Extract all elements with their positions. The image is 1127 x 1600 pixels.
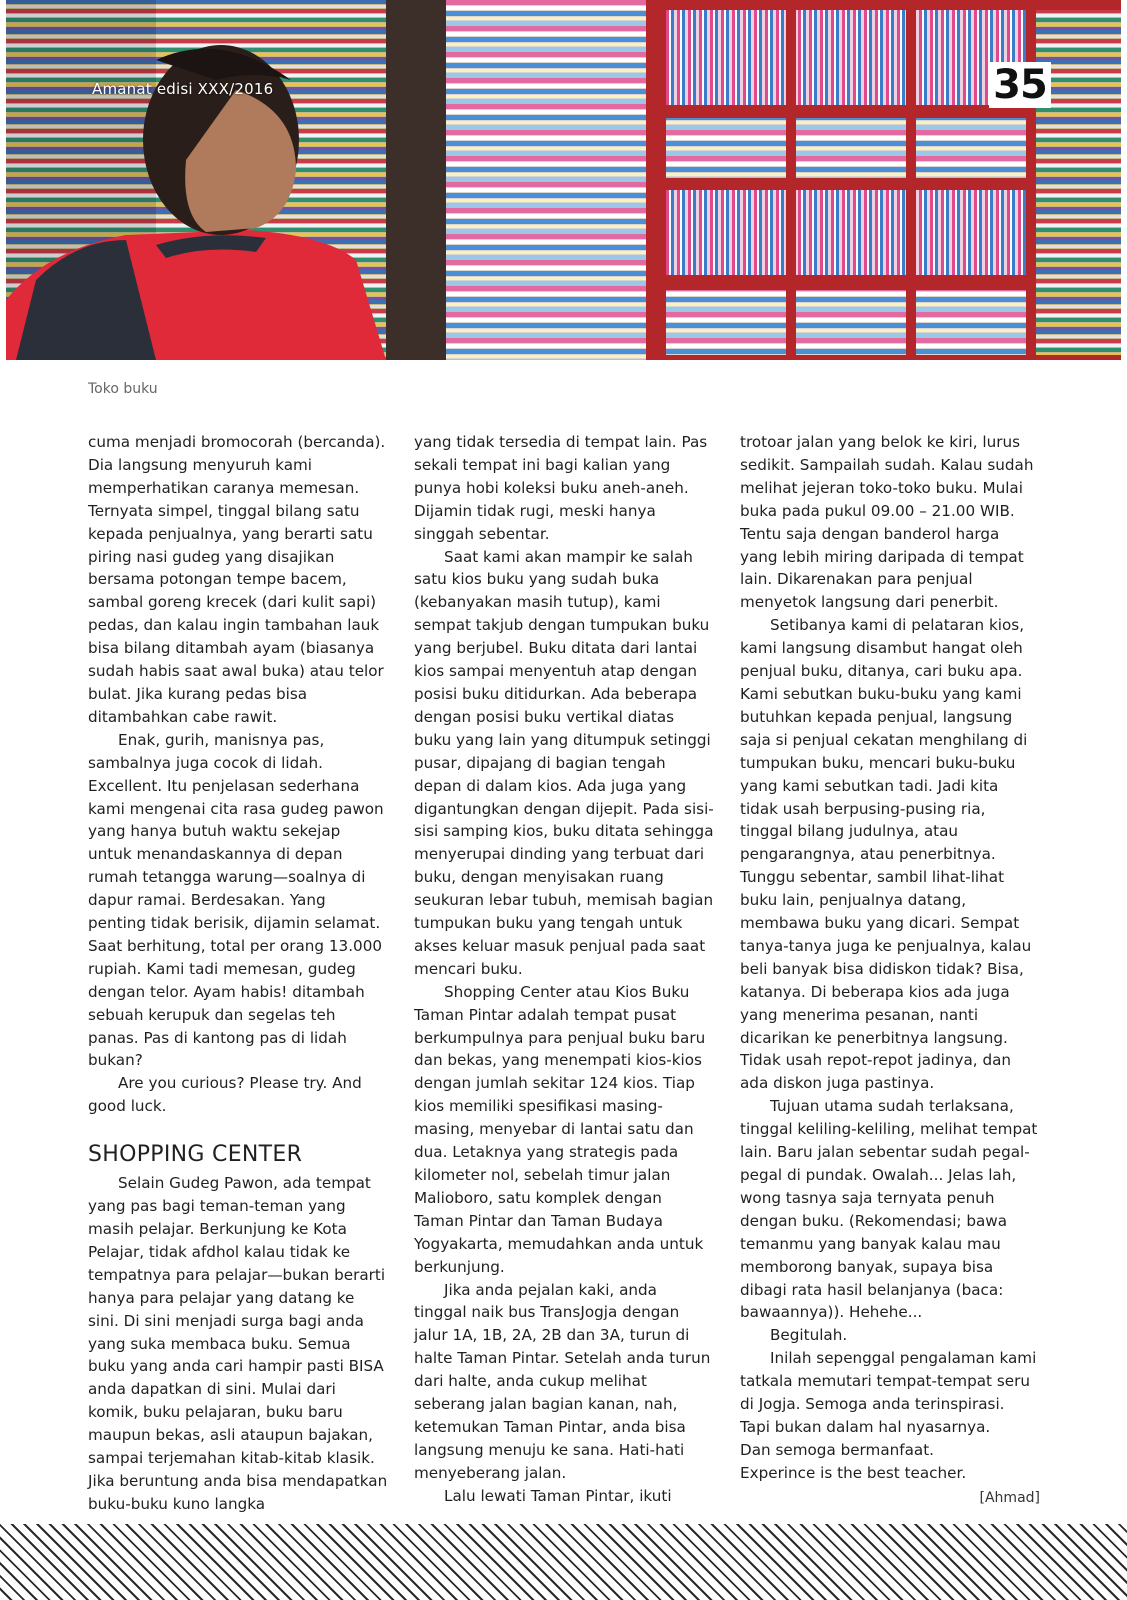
paragraph: yang tidak tersedia di tempat lain. Pas sekali tempat ini bagi kalian yang punya hobi koleksi buku aneh-aneh. Dijamin tidak rugi, meski hanya singgah sebentar.: [414, 433, 708, 543]
paragraph: Begitulah.: [770, 1326, 848, 1345]
page-number-box: [989, 62, 1051, 108]
paragraph: Selain Gudeg Pawon, ada tempat yang pas bagi teman-teman yang masih pelajar. Berkunjung ke Kota Pelajar, tidak afdhol kalau tidak ke tempatnya para pelajar—bukan berarti hanya para pelajar yang datang ke sini. Di sini menjadi surga bagi anda yang suka membaca buku. Semua buku yang anda cari hampir pasti BISA anda dapatkan di sini. Mulai dari komik, buku pelajaran, buku baru maupun bekas, asli ataupun bajakan, sampai terjemahan kitab-kitab klasik. Jika beruntung anda bisa mendapatkan buku-buku kuno langka: [88, 1174, 388, 1513]
paragraph: Tujuan utama sudah terlaksana, tinggal keliling-keliling, melihat tempat lain. Baru jalan sebentar sudah pegal-pegal di pundak. Owalah... Jelas lah, wong tasnya saja ternyata penuh dengan buku. (Rekomendasi; bawa temanmu yang banyak kalau mau memborong banyak, supaya bisa dibagi rata hasil belanjanya (baca: bawaannya)). Hehehe...: [740, 1097, 1038, 1322]
paragraph: Setibanya kami di pelataran kios, kami langsung disambut hangat oleh penjual buku, ditanya, cari buku apa. Kami sebutkan buku-buku yang kami butuhkan kepada penjual, langsung saja si penjual cekatan menghilang di tumpukan buku, mencari buku-buku yang kami sebutkan tadi. Jadi kita tidak usah berpusing-pusing ria, tinggal bilang judulnya, atau pengarangnya, atau penerbitnya. Tunggu sebentar, sambil lihat-lihat buku lain, penjualnya datang, membawa buku yang dicari. Sempat tanya-tanya juga ke penjualnya, kalau beli banyak bisa didiskon tidak? Bisa, katanya. Di beberapa kios ada juga yang menerima pesanan, nanti dicarikan ke penerbitnya langsung. Tidak usah repot-repot jadinya, dan ada diskon juga pastinya.: [740, 616, 1032, 1093]
author-credit: [Ahmad]: [979, 1489, 1040, 1506]
paragraph: Inilah sepenggal pengalaman kami tatkala memutari tempat-tempat seru di Jogja. Semoga anda terinspirasi.: [740, 1349, 1037, 1414]
decorative-hatch-band: [0, 1524, 1127, 1600]
paragraph: Are you curious? Please try. And good luck.: [88, 1074, 362, 1116]
paragraph: Experince is the best teacher.: [740, 1463, 967, 1482]
paragraph: Dan semoga bermanfaat.: [740, 1440, 935, 1459]
paragraph: Lalu lewati Taman Pintar, ikuti: [444, 1486, 672, 1505]
paragraph: Saat kami akan mampir ke salah satu kios buku yang sudah buka (kebanyakan masih tutup), kami sempat takjub dengan tumpukan buku yang berjubel. Buku ditata dari lantai kios sampai menyentuh atap dengan posisi buku ditidurkan. Ada beberapa dengan posisi buku vertikal diatas buku yang lain yang ditumpuk setinggi pusar, dipajang di bagian tengah depan di dalam kios. Ada juga yang digantungkan dengan dijepit. Pada sisi-sisi samping kios, buku ditata sehingga menyerupai dinding yang terbuat dari buku, dengan menyisakan ruang seukuran lebar tubuh, memisah bagian tumpukan buku yang tengah untuk akses keluar masuk penjual pada saat mencari buku.: [414, 547, 714, 978]
photo-caption: Toko buku: [88, 381, 158, 397]
paragraph: Jika anda pejalan kaki, anda tinggal naik bus TransJogja dengan jalur 1A, 1B, 2A, 2B dan 3A, turun di halte Taman Pintar. Setelah anda turun dari halte, anda cukup melihat seberang jalan bagian kanan, nah, ketemukan Taman Pintar, anda bisa langsung menuju ke sana. Hati-hati menyeberang jalan.: [414, 1280, 711, 1482]
paragraph: Tapi bukan dalam hal nyasarnya.: [740, 1417, 991, 1436]
paragraph: Shopping Center atau Kios Buku Taman Pintar adalah tempat pusat berkumpulnya para penjual buku baru dan bekas, yang menempati kios-kios dengan jumlah sekitar 124 kios. Tiap kios memiliki spesifikasi masing-masing, menyebar di lantai satu dan dua. Letaknya yang strategis pada kilometer nol, sebelah timur jalan Malioboro, satu komplek dengan Taman Pintar dan Taman Budaya Yogyakarta, memudahkan anda untuk berkunjung.: [414, 982, 706, 1276]
paragraph: trotoar jalan yang belok ke kiri, lurus sedikit. Sampailah sudah. Kalau sudah melihat jejeran toko-toko buku. Mulai buka pada pukul 09.00 – 21.00 WIB. Tentu saja dengan banderol harga yang lebih miring daripada di tempat lain. Dikarenakan para penjual menyetok langsung dari penerbit.: [740, 433, 1034, 612]
bookshop-photo: [6, 0, 1121, 360]
paragraph: cuma menjadi bromocorah (bercanda). Dia langsung menyuruh kami memperhatikan caranya memesan. Ternyata simpel, tinggal bilang satu kepada penjualnya, yang berarti satu piring nasi gudeg yang disajikan bersama potongan tempe bacem, sambal goreng krecek (dari kulit sapi) pedas, dan kalau ingin tambahan lauk bisa bilang ditambah ayam (biasanya sudah habis saat awal buka) atau telor bulat. Jika kurang pedas bisa ditambahkan cabe rawit.: [88, 433, 386, 726]
article-column-3: [740, 431, 1040, 1510]
page-number: 35: [993, 62, 1047, 108]
edition-label: Amanat edisi XXX/2016: [92, 80, 274, 98]
paragraph: Enak, gurih, manisnya pas, sambalnya juga cocok di lidah. Excellent. Itu penjelasan sederhana kami mengenai cita rasa gudeg pawon yang hanya butuh waktu sekejap untuk menandaskannya di depan rumah tetangga warung—soalnya di dapur ramai. Berdesakan. Yang penting tidak berisik, dijamin selamat. Saat berhitung, total per orang 13.000 rupiah. Kami tadi memesan, gudeg dengan telor. Ayam habis! ditambah sebuah kerupuk dan segelas teh panas. Pas di kantong pas di lidah bukan?: [88, 730, 384, 1070]
article-column-2: [414, 431, 714, 1508]
article-column-1: [88, 431, 388, 1516]
section-heading: SHOPPING CENTER: [88, 1142, 303, 1168]
